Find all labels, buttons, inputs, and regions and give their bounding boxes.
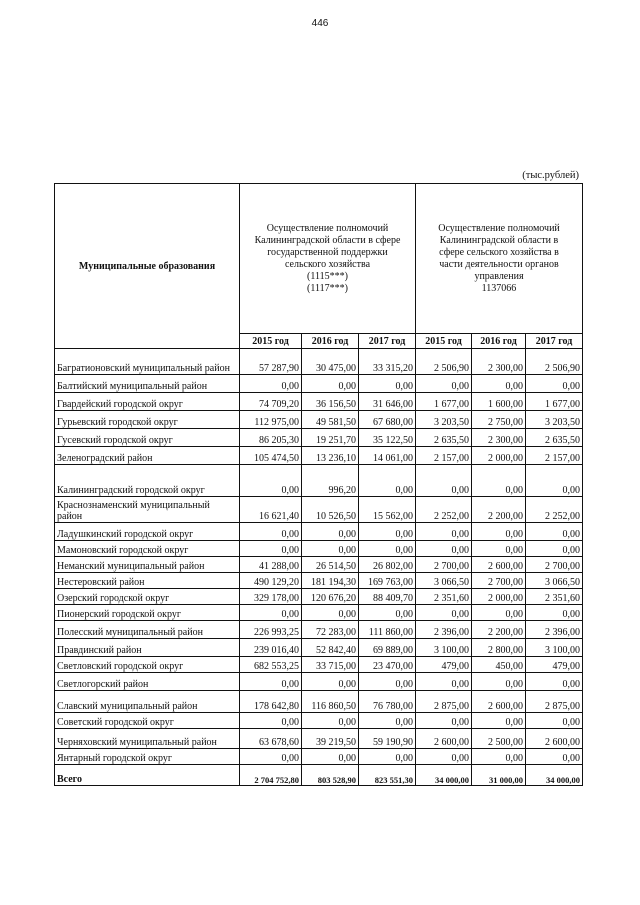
value-cell: 0,00 <box>359 523 416 541</box>
value-cell: 2 351,60 <box>526 589 583 605</box>
value-cell: 450,00 <box>472 657 526 673</box>
municipality-name: Зеленоградский район <box>55 447 240 465</box>
value-cell: 112 975,00 <box>240 411 302 429</box>
value-cell: 0,00 <box>526 713 583 729</box>
value-cell: 2 300,00 <box>472 349 526 375</box>
table-row <box>55 621 583 639</box>
group1-line: (1117***) <box>307 282 348 294</box>
value-cell: 31 646,00 <box>359 393 416 411</box>
value-cell: 2 252,00 <box>526 497 583 523</box>
value-cell: 57 287,90 <box>240 349 302 375</box>
value-cell: 26 802,00 <box>359 557 416 573</box>
value-cell: 0,00 <box>359 465 416 497</box>
table-row <box>55 589 583 605</box>
value-cell: 36 156,50 <box>302 393 359 411</box>
value-cell: 0,00 <box>416 749 472 765</box>
municipality-header: Муниципальные образования <box>55 184 240 349</box>
value-cell: 1 677,00 <box>416 393 472 411</box>
value-cell: 169 763,00 <box>359 573 416 589</box>
value-cell: 479,00 <box>526 657 583 673</box>
municipality-name: Светлогорский район <box>55 673 240 691</box>
value-cell: 0,00 <box>472 605 526 621</box>
municipality-name: Мамоновский городской округ <box>55 541 240 557</box>
value-cell: 86 205,30 <box>240 429 302 447</box>
table-row <box>55 497 583 523</box>
total-value-cell: 31 000,00 <box>472 765 526 786</box>
municipality-name: Озерский городской округ <box>55 589 240 605</box>
municipality-name: Нестеровский район <box>55 573 240 589</box>
group-header-row <box>55 184 583 334</box>
value-cell: 329 178,00 <box>240 589 302 605</box>
value-cell: 2 252,00 <box>416 497 472 523</box>
group1-line: государственной поддержки <box>267 246 388 258</box>
value-cell: 0,00 <box>359 713 416 729</box>
value-cell: 0,00 <box>472 673 526 691</box>
table-row <box>55 541 583 557</box>
value-cell: 2 800,00 <box>472 639 526 657</box>
table-row <box>55 691 583 713</box>
value-cell: 0,00 <box>302 605 359 621</box>
value-cell: 2 500,00 <box>472 729 526 749</box>
value-cell: 682 553,25 <box>240 657 302 673</box>
value-cell: 0,00 <box>302 673 359 691</box>
year-header: 2017 год <box>359 334 416 349</box>
value-cell: 178 642,80 <box>240 691 302 713</box>
table-row <box>55 573 583 589</box>
value-cell: 2 700,00 <box>526 557 583 573</box>
value-cell: 226 993,25 <box>240 621 302 639</box>
table-row <box>55 673 583 691</box>
group1-line: Осуществление полномочий <box>266 222 389 234</box>
value-cell: 181 194,30 <box>302 573 359 589</box>
value-cell: 10 526,50 <box>302 497 359 523</box>
table-row <box>55 429 583 447</box>
table-row <box>55 349 583 375</box>
value-cell: 30 475,00 <box>302 349 359 375</box>
value-cell: 0,00 <box>302 523 359 541</box>
value-cell: 41 288,00 <box>240 557 302 573</box>
value-cell: 0,00 <box>302 713 359 729</box>
value-cell: 2 000,00 <box>472 447 526 465</box>
municipality-name: Славский муниципальный район <box>55 691 240 713</box>
value-cell: 0,00 <box>240 465 302 497</box>
municipality-name: Советский городской округ <box>55 713 240 729</box>
value-cell: 2 396,00 <box>526 621 583 639</box>
value-cell: 88 409,70 <box>359 589 416 605</box>
group1-header <box>240 184 416 334</box>
value-cell: 39 219,50 <box>302 729 359 749</box>
value-cell: 0,00 <box>472 375 526 393</box>
value-cell: 0,00 <box>240 375 302 393</box>
value-cell: 2 506,90 <box>416 349 472 375</box>
value-cell: 479,00 <box>416 657 472 673</box>
value-cell: 72 283,00 <box>302 621 359 639</box>
table-row <box>55 749 583 765</box>
value-cell: 15 562,00 <box>359 497 416 523</box>
value-cell: 2 635,50 <box>526 429 583 447</box>
value-cell: 63 678,60 <box>240 729 302 749</box>
value-cell: 0,00 <box>416 713 472 729</box>
total-value-cell: 34 000,00 <box>526 765 583 786</box>
municipality-name: Пионерский городской округ <box>55 605 240 621</box>
value-cell: 23 470,00 <box>359 657 416 673</box>
value-cell: 0,00 <box>526 673 583 691</box>
table-row <box>55 393 583 411</box>
value-cell: 2 300,00 <box>472 429 526 447</box>
value-cell: 0,00 <box>240 541 302 557</box>
value-cell: 2 875,00 <box>526 691 583 713</box>
municipality-name: Калининградский городской округ <box>55 465 240 497</box>
value-cell: 2 875,00 <box>416 691 472 713</box>
table-row <box>55 713 583 729</box>
table-row <box>55 657 583 673</box>
value-cell: 2 000,00 <box>472 589 526 605</box>
value-cell: 0,00 <box>472 749 526 765</box>
value-cell: 0,00 <box>302 541 359 557</box>
value-cell: 0,00 <box>472 523 526 541</box>
municipality-name: Гвардейский городской округ <box>55 393 240 411</box>
value-cell: 0,00 <box>526 465 583 497</box>
group2-line: 1137066 <box>481 282 517 294</box>
total-value-cell: 34 000,00 <box>416 765 472 786</box>
municipality-name: Полесский муниципальный район <box>55 621 240 639</box>
units-label: (тыс.рублей) <box>522 170 579 181</box>
value-cell: 2 700,00 <box>472 573 526 589</box>
value-cell: 59 190,90 <box>359 729 416 749</box>
municipality-name: Неманский муниципальный район <box>55 557 240 573</box>
municipality-name: Правдинский район <box>55 639 240 657</box>
table-body <box>55 349 583 786</box>
value-cell: 2 750,00 <box>472 411 526 429</box>
value-cell: 0,00 <box>302 375 359 393</box>
year-header: 2016 год <box>302 334 359 349</box>
municipality-name: Черняховский муниципальный район <box>55 729 240 749</box>
page-number: 446 <box>311 18 329 29</box>
value-cell: 0,00 <box>240 673 302 691</box>
municipality-name: Краснознаменский муниципальный район <box>55 497 240 523</box>
table-row <box>55 557 583 573</box>
municipality-name: Янтарный городской округ <box>55 749 240 765</box>
value-cell: 13 236,10 <box>302 447 359 465</box>
value-cell: 19 251,70 <box>302 429 359 447</box>
value-cell: 49 581,50 <box>302 411 359 429</box>
value-cell: 0,00 <box>416 673 472 691</box>
municipality-name: Багратионовский муниципальный район <box>55 349 240 375</box>
table-row <box>55 411 583 429</box>
value-cell: 26 514,50 <box>302 557 359 573</box>
value-cell: 1 600,00 <box>472 393 526 411</box>
value-cell: 3 100,00 <box>416 639 472 657</box>
value-cell: 1 677,00 <box>526 393 583 411</box>
value-cell: 3 100,00 <box>526 639 583 657</box>
group2-line: управления <box>474 270 524 282</box>
municipality-name: Гусевский городской округ <box>55 429 240 447</box>
value-cell: 0,00 <box>472 465 526 497</box>
value-cell: 996,20 <box>302 465 359 497</box>
group2-line: Осуществление полномочий <box>438 222 560 234</box>
value-cell: 2 700,00 <box>416 557 472 573</box>
value-cell: 2 635,50 <box>416 429 472 447</box>
value-cell: 76 780,00 <box>359 691 416 713</box>
value-cell: 3 203,50 <box>416 411 472 429</box>
value-cell: 0,00 <box>416 375 472 393</box>
value-cell: 35 122,50 <box>359 429 416 447</box>
value-cell: 67 680,00 <box>359 411 416 429</box>
value-cell: 111 860,00 <box>359 621 416 639</box>
value-cell: 0,00 <box>240 523 302 541</box>
value-cell: 116 860,50 <box>302 691 359 713</box>
table-row <box>55 639 583 657</box>
value-cell: 0,00 <box>526 749 583 765</box>
value-cell: 2 200,00 <box>472 497 526 523</box>
group2-line: части деятельности органов <box>439 258 559 270</box>
value-cell: 2 600,00 <box>472 691 526 713</box>
value-cell: 0,00 <box>526 375 583 393</box>
value-cell: 74 709,20 <box>240 393 302 411</box>
value-cell: 120 676,20 <box>302 589 359 605</box>
value-cell: 0,00 <box>416 465 472 497</box>
value-cell: 16 621,40 <box>240 497 302 523</box>
group1-line: (1115***) <box>307 270 348 282</box>
value-cell: 0,00 <box>472 541 526 557</box>
value-cell: 0,00 <box>359 673 416 691</box>
value-cell: 69 889,00 <box>359 639 416 657</box>
value-cell: 2 600,00 <box>416 729 472 749</box>
total-value-cell: 823 551,30 <box>359 765 416 786</box>
year-header: 2017 год <box>526 334 583 349</box>
value-cell: 3 203,50 <box>526 411 583 429</box>
year-header: 2015 год <box>416 334 472 349</box>
value-cell: 105 474,50 <box>240 447 302 465</box>
value-cell: 2 157,00 <box>526 447 583 465</box>
municipality-name: Гурьевский городской округ <box>55 411 240 429</box>
group1-line: Калининградской области в сфере <box>254 234 401 246</box>
total-row <box>55 765 583 786</box>
value-cell: 2 351,60 <box>416 589 472 605</box>
group2-line: сфере сельского хозяйства в <box>439 246 559 258</box>
value-cell: 0,00 <box>240 749 302 765</box>
value-cell: 239 016,40 <box>240 639 302 657</box>
group2-header <box>416 184 583 334</box>
value-cell: 52 842,40 <box>302 639 359 657</box>
table-row <box>55 605 583 621</box>
table-row <box>55 465 583 497</box>
value-cell: 0,00 <box>302 749 359 765</box>
value-cell: 14 061,00 <box>359 447 416 465</box>
value-cell: 0,00 <box>359 605 416 621</box>
value-cell: 3 066,50 <box>416 573 472 589</box>
value-cell: 0,00 <box>416 523 472 541</box>
total-value-cell: 803 528,90 <box>302 765 359 786</box>
table-row <box>55 523 583 541</box>
municipality-name: Ладушкинский городской округ <box>55 523 240 541</box>
table-row <box>55 375 583 393</box>
budget-table <box>54 183 583 786</box>
value-cell: 2 157,00 <box>416 447 472 465</box>
municipality-name: Светловский городской округ <box>55 657 240 673</box>
municipality-name: Балтийский муниципальный район <box>55 375 240 393</box>
value-cell: 0,00 <box>359 541 416 557</box>
value-cell: 0,00 <box>359 749 416 765</box>
total-label: Всего <box>55 765 240 786</box>
year-header: 2016 год <box>472 334 526 349</box>
value-cell: 2 200,00 <box>472 621 526 639</box>
value-cell: 0,00 <box>526 605 583 621</box>
value-cell: 2 396,00 <box>416 621 472 639</box>
value-cell: 33 715,00 <box>302 657 359 673</box>
value-cell: 0,00 <box>472 713 526 729</box>
group2-line: Калининградской области в <box>439 234 559 246</box>
table-row <box>55 729 583 749</box>
value-cell: 0,00 <box>240 605 302 621</box>
value-cell: 0,00 <box>526 541 583 557</box>
value-cell: 0,00 <box>416 541 472 557</box>
group1-line: сельского хозяйства <box>284 258 371 270</box>
value-cell: 2 600,00 <box>526 729 583 749</box>
value-cell: 2 600,00 <box>472 557 526 573</box>
value-cell: 490 129,20 <box>240 573 302 589</box>
value-cell: 0,00 <box>359 375 416 393</box>
value-cell: 3 066,50 <box>526 573 583 589</box>
year-header: 2015 год <box>240 334 302 349</box>
value-cell: 0,00 <box>416 605 472 621</box>
value-cell: 33 315,20 <box>359 349 416 375</box>
total-value-cell: 2 704 752,80 <box>240 765 302 786</box>
table-row <box>55 447 583 465</box>
value-cell: 0,00 <box>526 523 583 541</box>
value-cell: 0,00 <box>240 713 302 729</box>
value-cell: 2 506,90 <box>526 349 583 375</box>
